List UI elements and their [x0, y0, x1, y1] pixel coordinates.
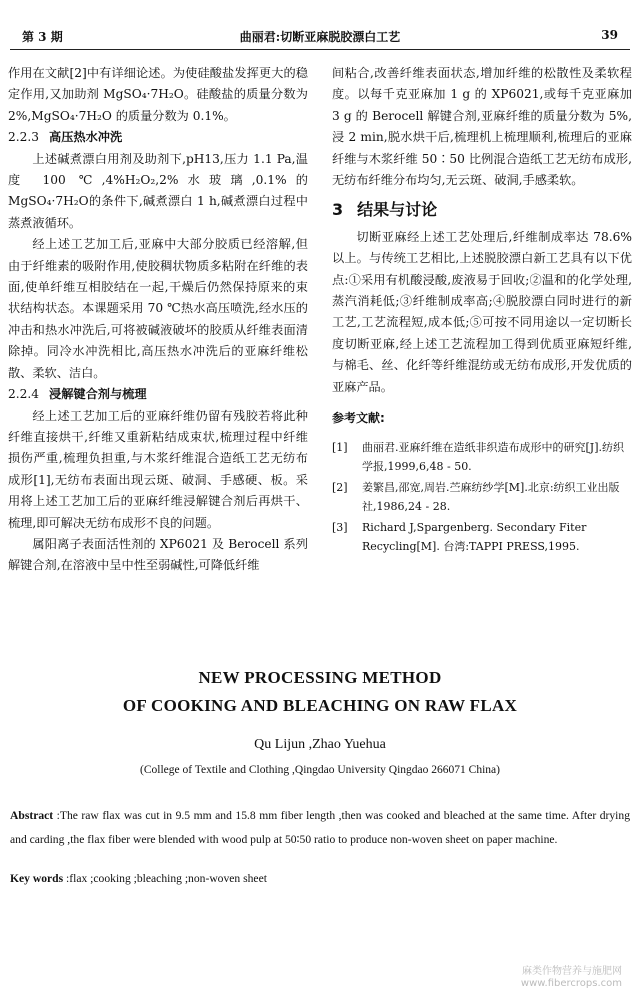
authors: Qu Lijun ,Zhao Yuehua: [254, 737, 386, 752]
issue-label: 第 3 期: [22, 30, 63, 44]
section-heading-2-2-4: [8, 384, 308, 405]
left-column: [8, 63, 308, 577]
references-heading: 参考文献:: [332, 411, 385, 426]
watermark: [521, 966, 622, 990]
section-title: 高压热水冲洗: [49, 130, 123, 145]
reference-number: [2]: [332, 480, 348, 494]
right-column: [332, 63, 632, 558]
section-title: 浸解键合剂与梳理: [49, 387, 147, 402]
abstract: [10, 804, 630, 852]
section-number: 2.2.3: [8, 130, 40, 145]
abstract-text: :The raw flax was cut in 9.5 mm and 15.8 mm fiber length ,then was cooked and bleached at the same time. After drying and carding ,the flax fiber were blended with wood pulp at 50∶50 ratio to produce non-woven sheet on paper machine.: [10, 809, 630, 846]
paragraph: 作用在文献[2]中有详细论述。为使硅酸盐发挥更大的稳定作用,又加助剂 MgSO₄·7H₂O。硅酸盐的质量分数为 2%,MgSO₄·7H₂O 的质量分数为 0.1%。: [8, 66, 308, 123]
reference-text: 姜繁昌,邵宽,周岩.苎麻纺纱学[M].北京:纺织工业出版社,1986,24 - 28.: [362, 480, 620, 513]
reference-item: [332, 478, 632, 516]
paragraph: 属阳离子表面活性剂的 XP6021 及 Berocell 系列解键合剂,在溶液中呈中性至弱碱性,可降低纤维: [8, 536, 308, 573]
english-title-line-1: NEW PROCESSING METHOD: [198, 668, 442, 687]
running-title: 曲丽君:切断亚麻脱胶漂白工艺: [239, 30, 401, 44]
reference-item: [332, 518, 632, 556]
paragraph: 切断亚麻经上述工艺处理后,纤维制成率达 78.6%以上。与传统工艺相比,上述脱胶漂白新工艺具有以下优点:①采用有机酸浸酸,废液易于回收;②温和的化学处理,蒸汽消耗低;③纤维制成率高;④脱胶漂白同时进行的新工艺,工艺流程短,成本低;⑤可按不同用途以一定切断长度切断亚麻,经上述工艺流程加工得到优质亚麻短纤维,与棉毛、丝、化纤等纤维混纺或无纺布成形,开发优质的亚麻产品。: [332, 229, 632, 394]
keywords-text: :flax ;cooking ;bleaching ;non-woven sheet: [63, 872, 267, 885]
page-number: 39: [601, 28, 618, 42]
section-heading-2-2-3: [8, 127, 308, 148]
keywords-label: Key words: [10, 872, 64, 885]
keywords: [10, 872, 630, 885]
section-number: 2.2.4: [8, 387, 40, 402]
reference-text: Richard J,Spargenberg. Secondary Fiter Recycling[M]. 台湾:TAPPI PRESS,1995.: [362, 520, 587, 553]
paragraph: 经上述工艺加工后的亚麻纤维仍留有残胶若将此种纤维直接烘干,纤维又重新粘结成束状,梳理过程中纤维损伤严重,梳理负担重,与木浆纤维混合造纸工艺无纺布成形[1],无纺布表面出现云斑、破洞、手感硬、板。采用将上述工艺加工后的亚麻纤维浸解键合剂后再烘干、梳理,即可解决无纺布成形不良的问题。: [8, 408, 308, 530]
reference-number: [3]: [332, 520, 348, 534]
abstract-label: Abstract: [10, 809, 54, 822]
section-heading-3: [332, 199, 632, 220]
paragraph: 间粘合,改善纤维表面状态,增加纤维的松散性及柔软程度。以每千克亚麻加 1 g 的 XP6021,或每千克亚麻加 3 g 的 Berocell 解键合剂,亚麻纤维的质量分数为 5%,浸 2 min,脱水烘干后,梳理机上梳理顺利,梳理后的亚麻纤维与木浆纤维 50∶50 比例混合造纸工艺无纺布成形,无纺布纤维分布均匀,无云斑、破洞,手感柔软。: [332, 66, 632, 188]
section-title: 结果与讨论: [357, 200, 438, 220]
reference-number: [1]: [332, 440, 348, 454]
watermark-line-1: 麻类作物营养与施肥网: [522, 966, 622, 977]
paragraph: 上述碱煮漂白用剂及助剂下,pH13,压力 1.1 Pa,温度 100 ℃,4%H₂O₂,2%水玻璃,0.1%的 MgSO₄·7H₂O的条件下,碱煮漂白 1 h,碱煮漂白过程中蒸煮液循环。: [8, 151, 308, 230]
section-number: 3: [332, 200, 344, 220]
affiliation: (College of Textile and Clothing ,Qingdao University Qingdao 266071 China): [140, 764, 500, 776]
paragraph: 经上述工艺加工后,亚麻中大部分胶质已经溶解,但由于纤维素的吸附作用,使胶稠状物质多粘附在纤维的表面,使单纤维互相胶结在一起,干燥后仍然保持原来的束状结构状态。本课题采用 70 ℃热水高压喷洗,经水压的冲击和热水冲洗后,可将被碱液破坏的胶质从纤维表面清除掉。同冷水冲洗相比,高压热水冲洗后的亚麻纤维松散、柔软、洁白。: [8, 237, 308, 380]
english-title-line-2: OF COOKING AND BLEACHING ON RAW FLAX: [122, 696, 518, 715]
header-rule: [10, 49, 630, 50]
reference-item: [332, 438, 632, 476]
running-header: [22, 28, 618, 46]
watermark-line-2: www.fibercrops.com: [520, 978, 622, 989]
reference-text: 曲丽君.亚麻纤维在造纸非织造布成形中的研究[J].纺织学报,1999,6,48 - 50.: [362, 440, 624, 473]
